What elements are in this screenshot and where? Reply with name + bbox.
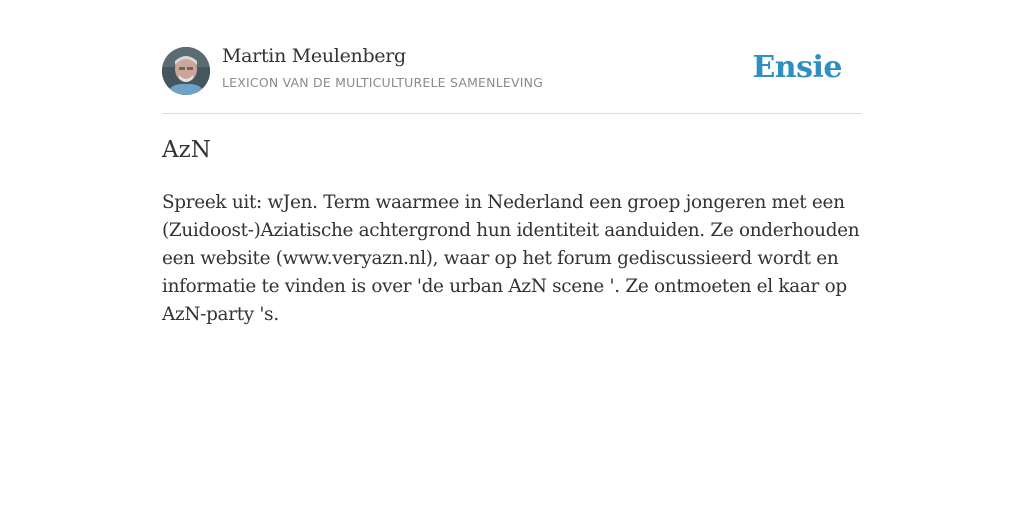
entry-title: AzN (162, 137, 211, 163)
brand-logo[interactable]: Ensie (752, 50, 842, 85)
publication-name[interactable]: LEXICON VAN DE MULTICULTURELE SAMENLEVING (222, 75, 544, 90)
entry-card (162, 0, 862, 325)
author-avatar[interactable] (162, 47, 210, 95)
author-name[interactable]: Martin Meulenberg (222, 45, 406, 67)
entry-header (162, 0, 862, 114)
entry-text: Spreek uit: wJen. Term waarmee in Nederland een groep jongeren met een (Zuidoost-)Aziatische achtergrond hun identiteit aanduiden. Ze onderhouden een website (www.veryazn.nl), waar op het forum gediscussieerd wordt en informatie te vinden is over 'de urban AzN scene '. Ze ontmoeten el kaar op AzN-party 's. (162, 192, 860, 325)
author-photo (162, 47, 210, 95)
